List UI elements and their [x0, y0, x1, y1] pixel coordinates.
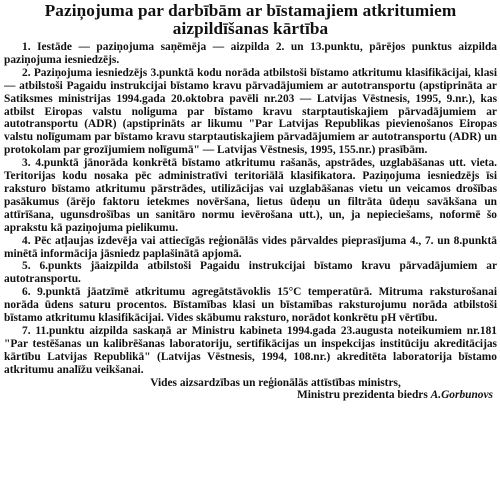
- signature-name: A.Gorbunovs: [430, 389, 493, 402]
- paragraph-7: 7. 11.punktu aizpilda saskaņā ar Ministru kabineta 1994.gada 23.augusta noteikumiem nr.181 "Par testēšanas un kalibrēšanas laboratoriju, sertifikācijas un inspekcijas institūciju akreditācijas kārtību Latvijas Republikā" (Latvijas Vēstnesis, 1994, 108.nr.) akreditēta laboratorija bīstamo atkritumu analīžu veikšanai.: [4, 324, 497, 376]
- document-body: [4, 41, 497, 377]
- paragraph-6: 6. 9.punktā jāatzīmē atkritumu agregātstāvoklis 15°C temperatūrā. Mitruma raksturošanai norāda ūdens saturu procentos. Bīstamības klasi un bīstamības raksturojumu norāda atbilstoši bīstamo atkritumu klasifikācijai. Vides skābumu raksturo, norādot konkrētu pH vērtību.: [4, 286, 497, 325]
- paragraph-4: 4. Pēc atļaujas izdevēja vai attiecīgās reģionālās vides pārvaldes pieprasījuma 4., 7. un 8.punktā minētā informācija jāsniedz paplašinātā apjomā.: [4, 234, 497, 260]
- signature-prefix: Ministru prezidenta biedrs: [297, 389, 431, 402]
- title-line-1: Paziņojuma par darbībām ar bīstamajiem atkritumiem: [44, 2, 457, 20]
- title-line-2: aizpildīšanas kārtība: [172, 19, 329, 38]
- paragraph-2: 2. Paziņojuma iesniedzējs 3.punktā kodu norāda atbilstoši bīstamo atkritumu klasifikācijai, klasi — atbilstoši Pagaidu instrukcijai bīstamo kravu pārvadājumiem ar autotransportu (apstiprināta ar Satiksmes ministrijas 1994.gada 20.oktobra pavēli nr.203 — Latvijas Vēstnesis, 1995, 9.nr.), kas atbilst Eiropas valstu noligumа par bīstamo kravu starptautiskajiem pārvadājumiem ar autotransportu (ADR) (apstiprināts ar likumu "Par Latvijas Republikas pievienošanos Eiropas valstu nolīgumam par bīstamo kravu starptautiskajiem pārvadājumiem ar autotransportu (ADR) un protokolam par grozījumiem nolīgumā" — Latvijas Vēstnesis, 1995, 155.nr.) prasībām.: [4, 66, 497, 157]
- ministry-line: Vides aizsardzības un reģionālās attīstības ministrs,: [150, 376, 401, 389]
- document-footer: [4, 377, 497, 403]
- paragraph-1: 1. Iestāde — paziņojuma saņēmēja — aizpilda 2. un 13.punktu, pārējos punktus aizpilda paziņojuma iesniedzējs.: [4, 41, 497, 66]
- signature-line: [4, 389, 497, 402]
- document-title: [4, 2, 497, 38]
- paragraph-3: 3. 4.punktā jānorāda konkrētā bīstamo atkritumu rašanās, apstrādes, uzglabāšanas utt. vieta. Teritorijas kodu nosaka pēc administratīvi teritoriālā klasifikatora. Paziņojuma iesniedzējs īsi raksturo bīstamo atkritumu pārstrādes, utilizācijas vai uzglabāšanas vietu un veicamos drošības pasākumus (ārējo faktoru ietekmes novēršana, lietus ūdeņu un filtrāta ūdeņu savākšana un attīrīšana, ugunsdrošības un sanitāro normu ievērošana utt.), un, ja nepieciešams, noformē šo aprakstu kā paziņojuma pielikumu.: [4, 157, 497, 234]
- document-page: [4, 2, 497, 495]
- paragraph-5: 5. 6.punkts jāaizpilda atbilstoši Pagaidu instrukcijai bīstamo kravu pārvadājumiem ar autotransportu.: [4, 260, 497, 286]
